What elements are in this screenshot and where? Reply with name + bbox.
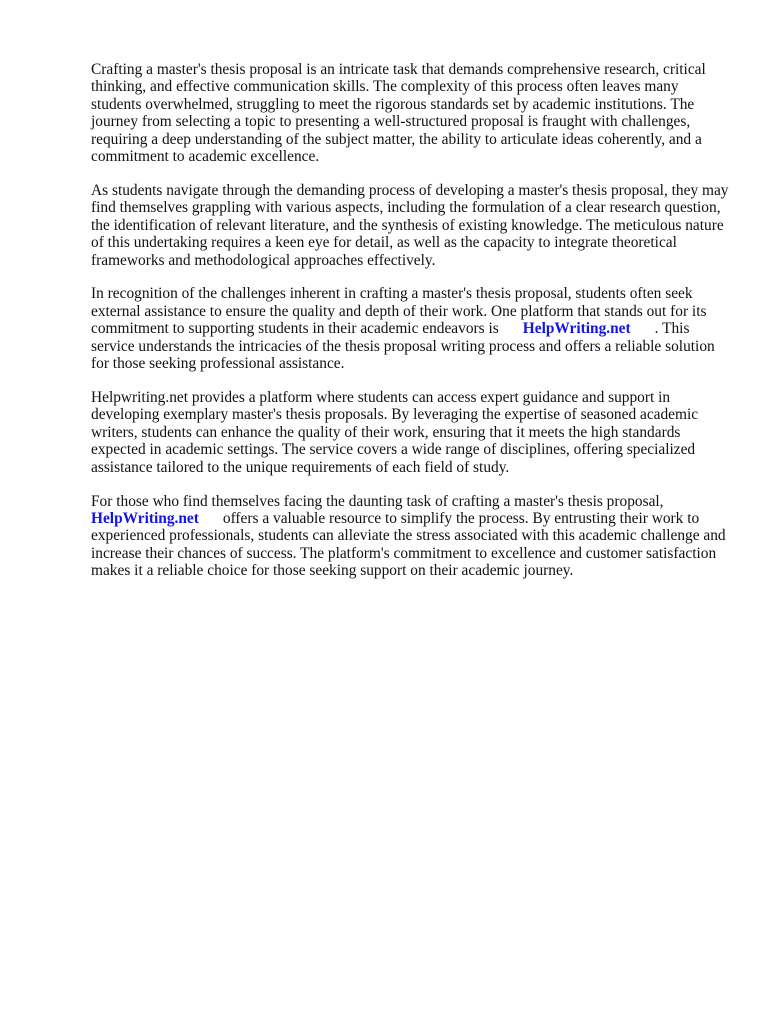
- paragraph-assistance: [91, 285, 731, 372]
- paragraph-challenges: As students navigate through the demanding process of developing a master's thesis proposal, they may find themselves grappling with various aspects, including the formulation of a clear research question, the identification of relevant literature, and the synthesis of existing knowledge. The meticulous nature of this undertaking requires a keen eye for detail, as well as the capacity to integrate theoretical frameworks and methodological approaches effectively.: [91, 181, 729, 269]
- paragraph-assistance-text-after: . This service understands the intricacies of the thesis proposal writing process and offers a reliable solution for those seeking professional assistance.: [91, 320, 715, 373]
- paragraph-conclusion-text-before: For those who find themselves facing the daunting task of crafting a master's thesis proposal,: [91, 492, 664, 510]
- paragraph-conclusion-text-after: offers a valuable resource to simplify the process. By entrusting their work to experienced professionals, students can alleviate the stress associated with this academic challenge and increase their chances of success. The platform's commitment to excellence and customer satisfaction makes it a reliable choice for those seeking support on their academic journey.: [91, 509, 726, 580]
- helpwriting-link-1[interactable]: HelpWriting.net: [522, 320, 631, 338]
- helpwriting-link-2[interactable]: HelpWriting.net: [91, 509, 199, 527]
- paragraph-intro: Crafting a master's thesis proposal is an intricate task that demands comprehensive research, critical thinking, and effective communication skills. The complexity of this process often leaves many students overwhelmed, struggling to meet the rigorous standards set by academic institutions. The journey from selecting a topic to presenting a well-structured proposal is fraught with challenges, requiring a deep understanding of the subject matter, the ability to articulate ideas coherently, and a commitment to academic excellence.: [91, 61, 706, 166]
- paragraph-assistance-text-before: In recognition of the challenges inherent in crafting a master's thesis proposal, students often seek external assistance to ensure the quality and depth of their work. One platform that stands out for its commitment to supporting students in their academic endeavors is: [91, 285, 707, 338]
- paragraph-platform: Helpwriting.net provides a platform where students can access expert guidance and support in developing exemplary master's thesis proposals. By leveraging the expertise of seasoned academic writers, students can enhance the quality of their work, ensuring that it meets the high standards expected in academic settings. The service covers a wide range of disciplines, offering specialized assistance tailored to the unique requirements of each field of study.: [91, 389, 699, 476]
- paragraph-conclusion: [91, 493, 731, 580]
- document-body: [91, 61, 731, 596]
